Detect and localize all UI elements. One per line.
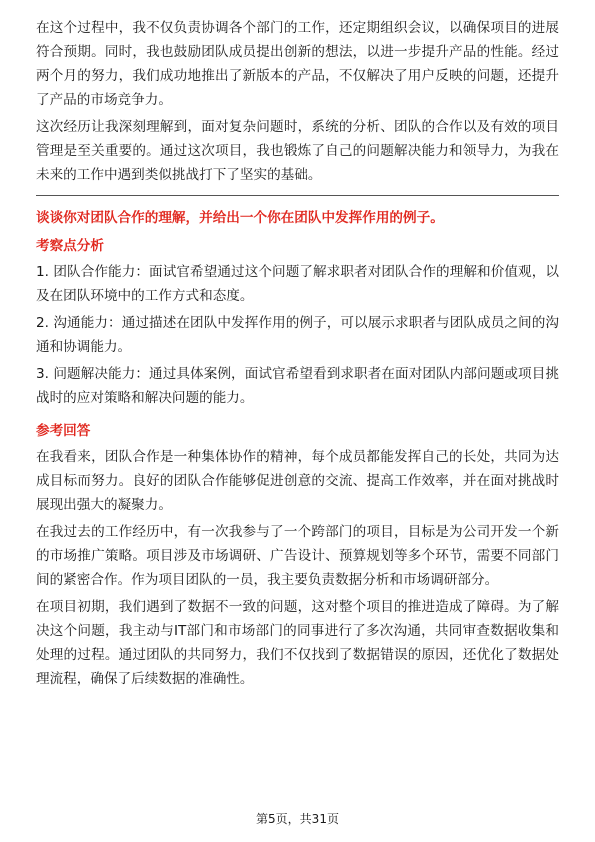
analysis-item: 1. 团队合作能力：面试官希望通过这个问题了解求职者对团队合作的理解和价值观，以及在团队环境中的工作方式和态度。 <box>36 264 559 304</box>
analysis-item: 2. 沟通能力：通过描述在团队中发挥作用的例子，可以展示求职者与团队成员之间的沟通和协调能力。 <box>36 315 559 355</box>
analysis-title: 考察点分析 <box>36 238 104 254</box>
analysis-item: 3. 问题解决能力：通过具体案例，面试官希望看到求职者在面对团队内部问题或项目挑战时的应对策略和解决问题的能力。 <box>36 366 559 406</box>
section-divider <box>36 195 559 196</box>
document-page <box>36 16 559 694</box>
answer-paragraph: 在项目初期，我们遇到了数据不一致的问题，这对整个项目的推进造成了障碍。为了解决这个问题，我主动与IT部门和市场部门的同事进行了多次沟通，共同审查数据收集和处理的过程。通过团队的共同努力，我们不仅找到了数据错误的原因，还优化了数据处理流程，确保了后续数据的准确性。 <box>36 599 559 687</box>
intro-paragraph: 在这个过程中，我不仅负责协调各个部门的工作，还定期组织会议，以确保项目的进展符合预期。同时，我也鼓励团队成员提出创新的想法，以进一步提升产品的性能。经过两个月的努力，我们成功地推出了新版本的产品，不仅解决了用户反映的问题，还提升了产品的市场竞争力。 <box>36 20 559 108</box>
answer-title: 参考回答 <box>36 423 91 439</box>
intro-paragraph: 这次经历让我深刻理解到，面对复杂问题时，系统的分析、团队的合作以及有效的项目管理是至关重要的。通过这次项目，我也锻炼了自己的问题解决能力和领导力，为我在未来的工作中遇到类似挑战打下了坚实的基础。 <box>36 119 559 183</box>
page-footer: 第5页，共31页 <box>256 812 339 826</box>
question-heading: 谈谈你对团队合作的理解，并给出一个你在团队中发挥作用的例子。 <box>36 210 444 226</box>
answer-paragraph: 在我看来，团队合作是一种集体协作的精神，每个成员都能发挥自己的长处，共同为达成目标而努力。良好的团队合作能够促进创意的交流、提高工作效率，并在面对挑战时展现出强大的凝聚力。 <box>36 449 559 513</box>
answer-paragraph: 在我过去的工作经历中，有一次我参与了一个跨部门的项目，目标是为公司开发一个新的市场推广策略。项目涉及市场调研、广告设计、预算规划等多个环节，需要不同部门间的紧密合作。作为项目团队的一员，我主要负责数据分析和市场调研部分。 <box>36 524 559 588</box>
